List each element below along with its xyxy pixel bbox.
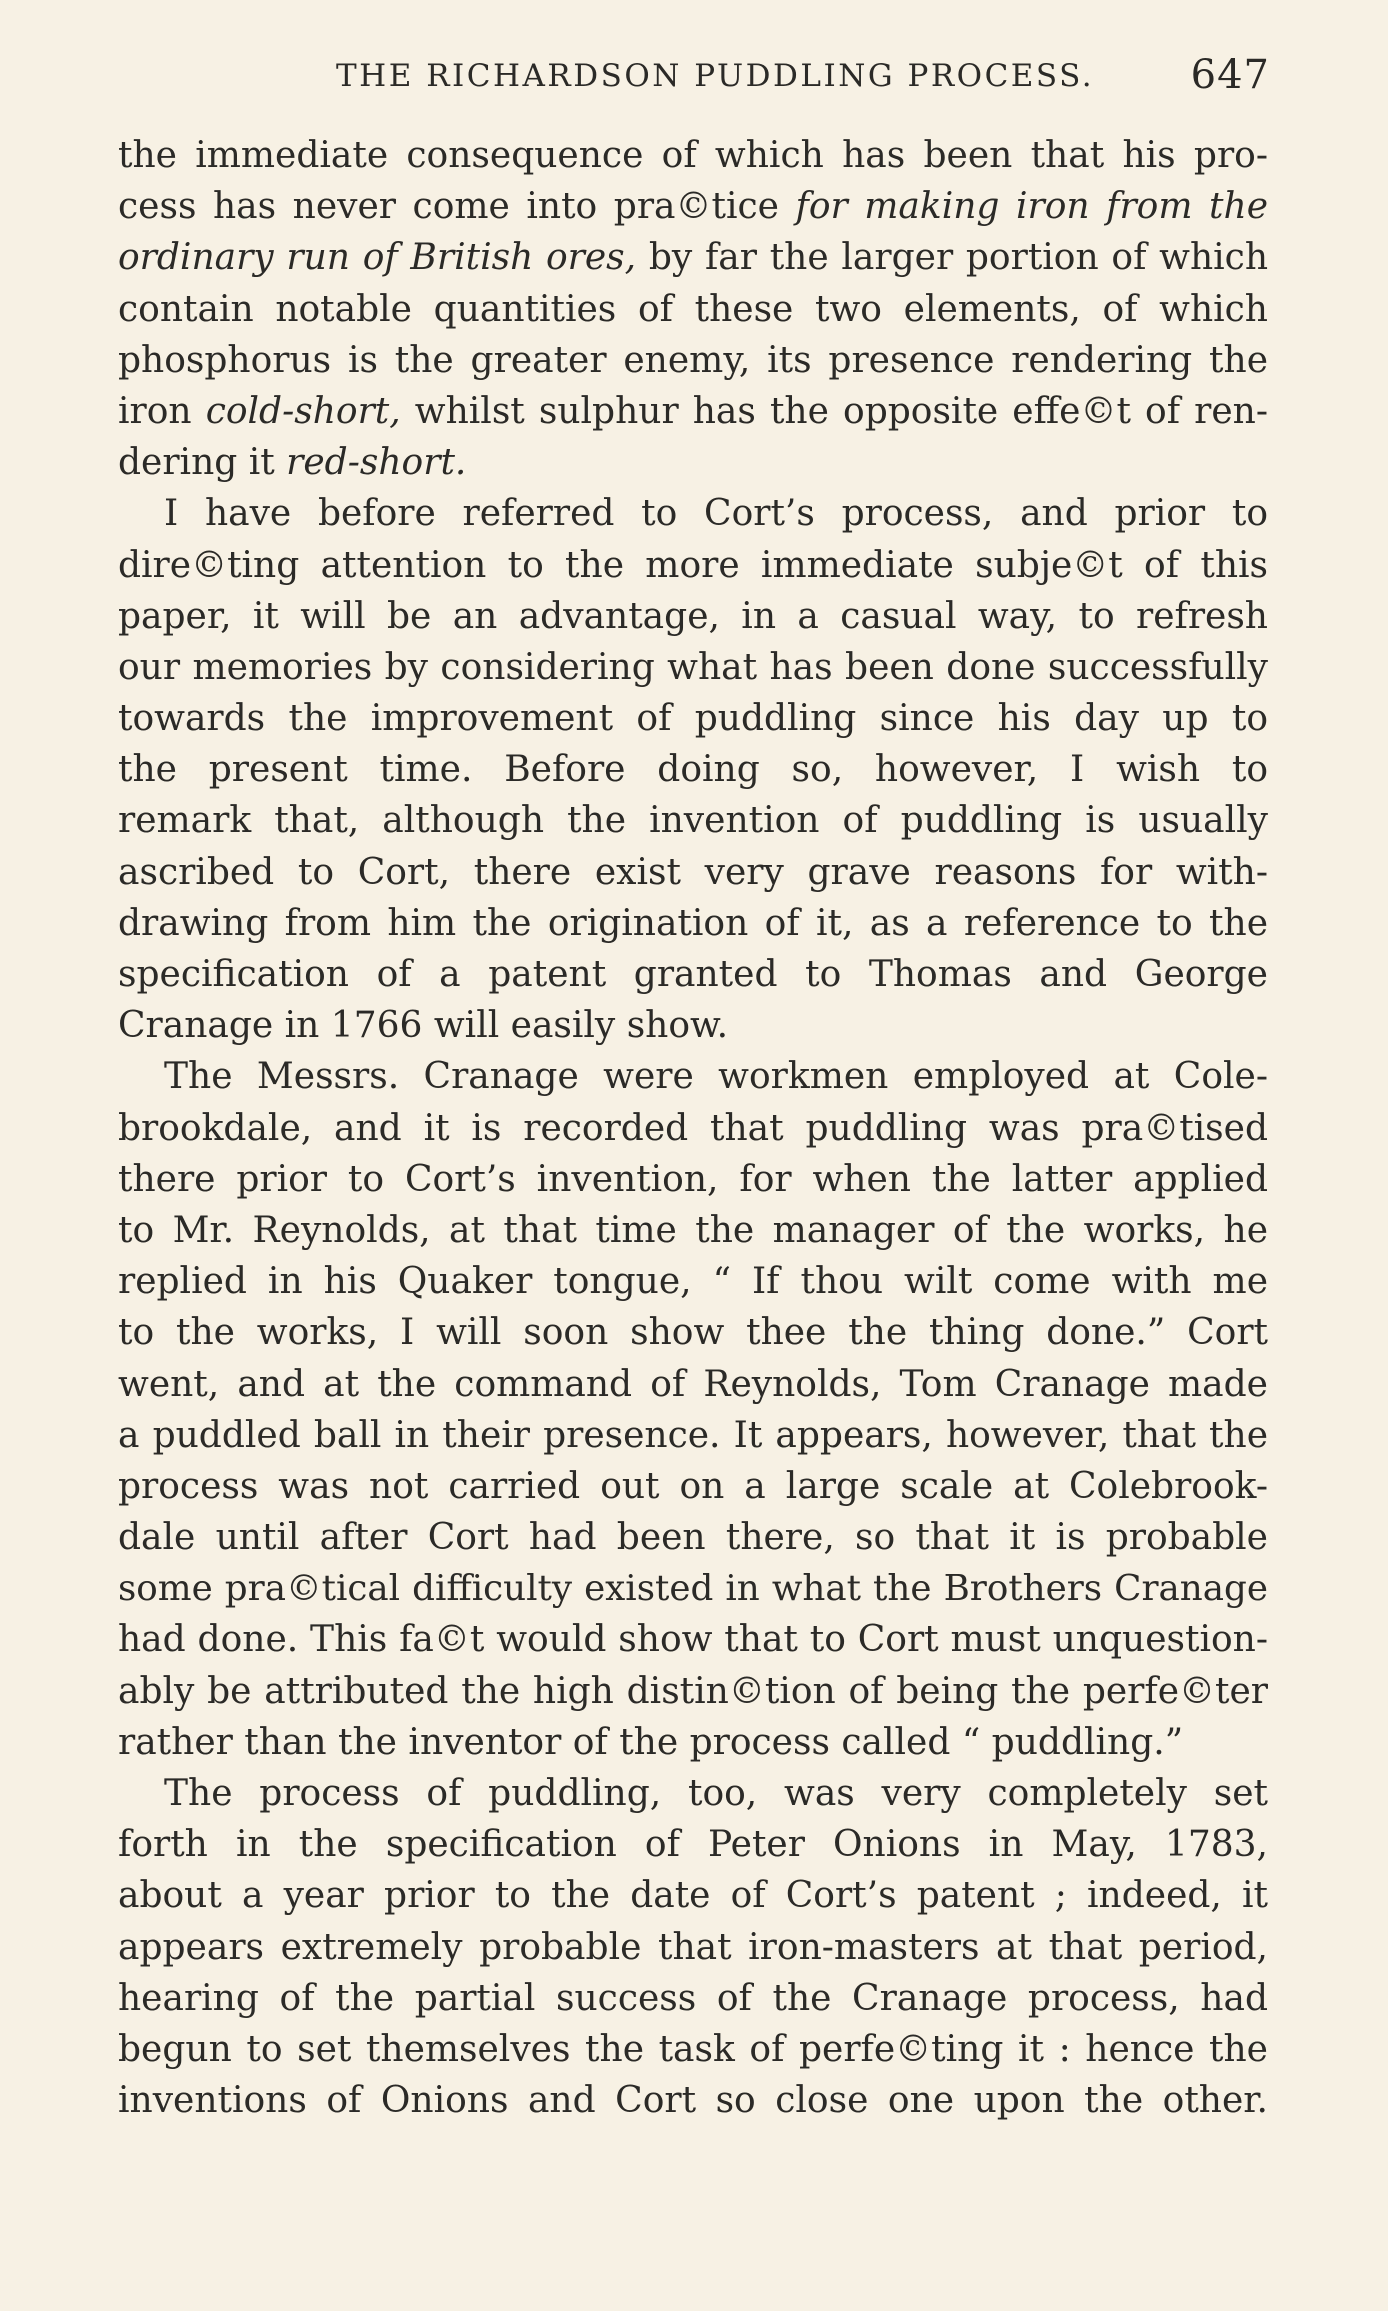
text-line: the present time. Before doing so, however, I wish to [118,749,1268,791]
text-line: forth in the specification of Peter Onions in May, 1783, [118,1824,1268,1866]
text-run: by far the larger portion of which [636,237,1268,279]
paragraph-1 [118,130,1268,488]
text-line: The Messrs. Cranage were workmen employed at Cole- [164,1056,1268,1098]
text-line: paper, it will be an advantage, in a casual way, to refresh [118,595,1268,637]
text-line: appears extremely probable that iron-masters at that period, [118,1926,1268,1968]
text-line: The process of puddling, too, was very completely set [164,1773,1268,1814]
text-line: brookdale, and it is recorded that puddling was pra©tised [118,1107,1268,1149]
text-line: process was not carried out on a large scale at Colebrook- [118,1465,1268,1507]
text-line: a puddled ball in their presence. It appears, however, that the [118,1414,1268,1456]
italic-run: for making iron from the [795,186,1268,228]
text-line: rather than the inventor of the process called “ puddling.” [118,1721,1184,1763]
text-line: replied in his Quaker tongue, “ If thou wilt come with me [118,1261,1268,1303]
text-line: to the works, I will soon show thee the thing done.” Cort [118,1312,1268,1354]
italic-run: cold-short, [205,390,401,432]
text-line: to Mr. Reynolds, at that time the manager of the works, he [118,1209,1268,1251]
text-line [118,181,1268,232]
text-line: contain notable quantities of these two elements, of which [118,288,1268,330]
text-line: drawing from him the origination of it, as a reference to the [118,902,1268,944]
text-line: I have before referred to Cort’s process, and prior to [164,493,1268,535]
running-head: THE RICHARDSON PUDDLING PROCESS. [336,58,1095,94]
page-number: 647 [1190,52,1270,98]
text-run: whilst sulphur has the opposite effe©t of ren- [400,390,1269,432]
text-line: Cranage in 1766 will easily show. [118,1005,729,1047]
text-line: dale until after Cort had been there, so that it is probable [118,1517,1268,1559]
text-line: dire©ting attention to the more immediate subje©t of this [118,544,1268,586]
text-line: begun to set themselves the task of perfe©ting it : hence the [118,2028,1268,2070]
text-line: specification of a patent granted to Thomas and George [118,954,1268,995]
text-run: iron [118,390,206,432]
text-line: remark that, although the invention of puddling is usually [118,800,1268,842]
text-line: there prior to Cort’s invention, for when the latter applied [118,1158,1268,1200]
text-line: towards the improvement of puddling since his day up to [118,698,1268,740]
text-line: went, and at the command of Reynolds, Tom Cranage made [118,1363,1268,1405]
text-line: about a year prior to the date of Cort’s patent ; indeed, it [118,1875,1268,1917]
text-line: had done. This fa©t would show that to Cort must unquestion- [118,1619,1268,1661]
text-run: dering it [118,442,287,484]
text-line: hearing of the partial success of the Cranage process, had [118,1977,1268,2019]
text-line: phosphorus is the greater enemy, its presence rendering the [118,339,1268,381]
text-line: ably be attributed the high distin©tion of being the perfe©ter [118,1670,1268,1712]
body-text [118,130,1268,2126]
text-line: ascribed to Cort, there exist very grave reasons for with- [118,851,1268,893]
text-line: the immediate consequence of which has been that his pro- [118,135,1268,176]
italic-run: red-short. [286,442,467,484]
text-line [118,386,1268,437]
paragraph-2 [118,488,1268,1051]
page-header [118,52,1270,102]
text-run: cess has never come into pra©tice [118,186,796,228]
text-line: our memories by considering what has been done successfully [118,646,1268,688]
text-line [118,232,1268,283]
text-line [118,437,1268,488]
italic-run: ordinary run of British ores, [118,237,637,279]
text-line: some pra©tical difficulty existed in what the Brothers Cranage [118,1568,1268,1610]
paragraph-3 [118,1051,1268,1768]
paragraph-4 [118,1768,1268,2126]
text-line: inventions of Onions and Cort so close one upon the other. [118,2080,1268,2122]
